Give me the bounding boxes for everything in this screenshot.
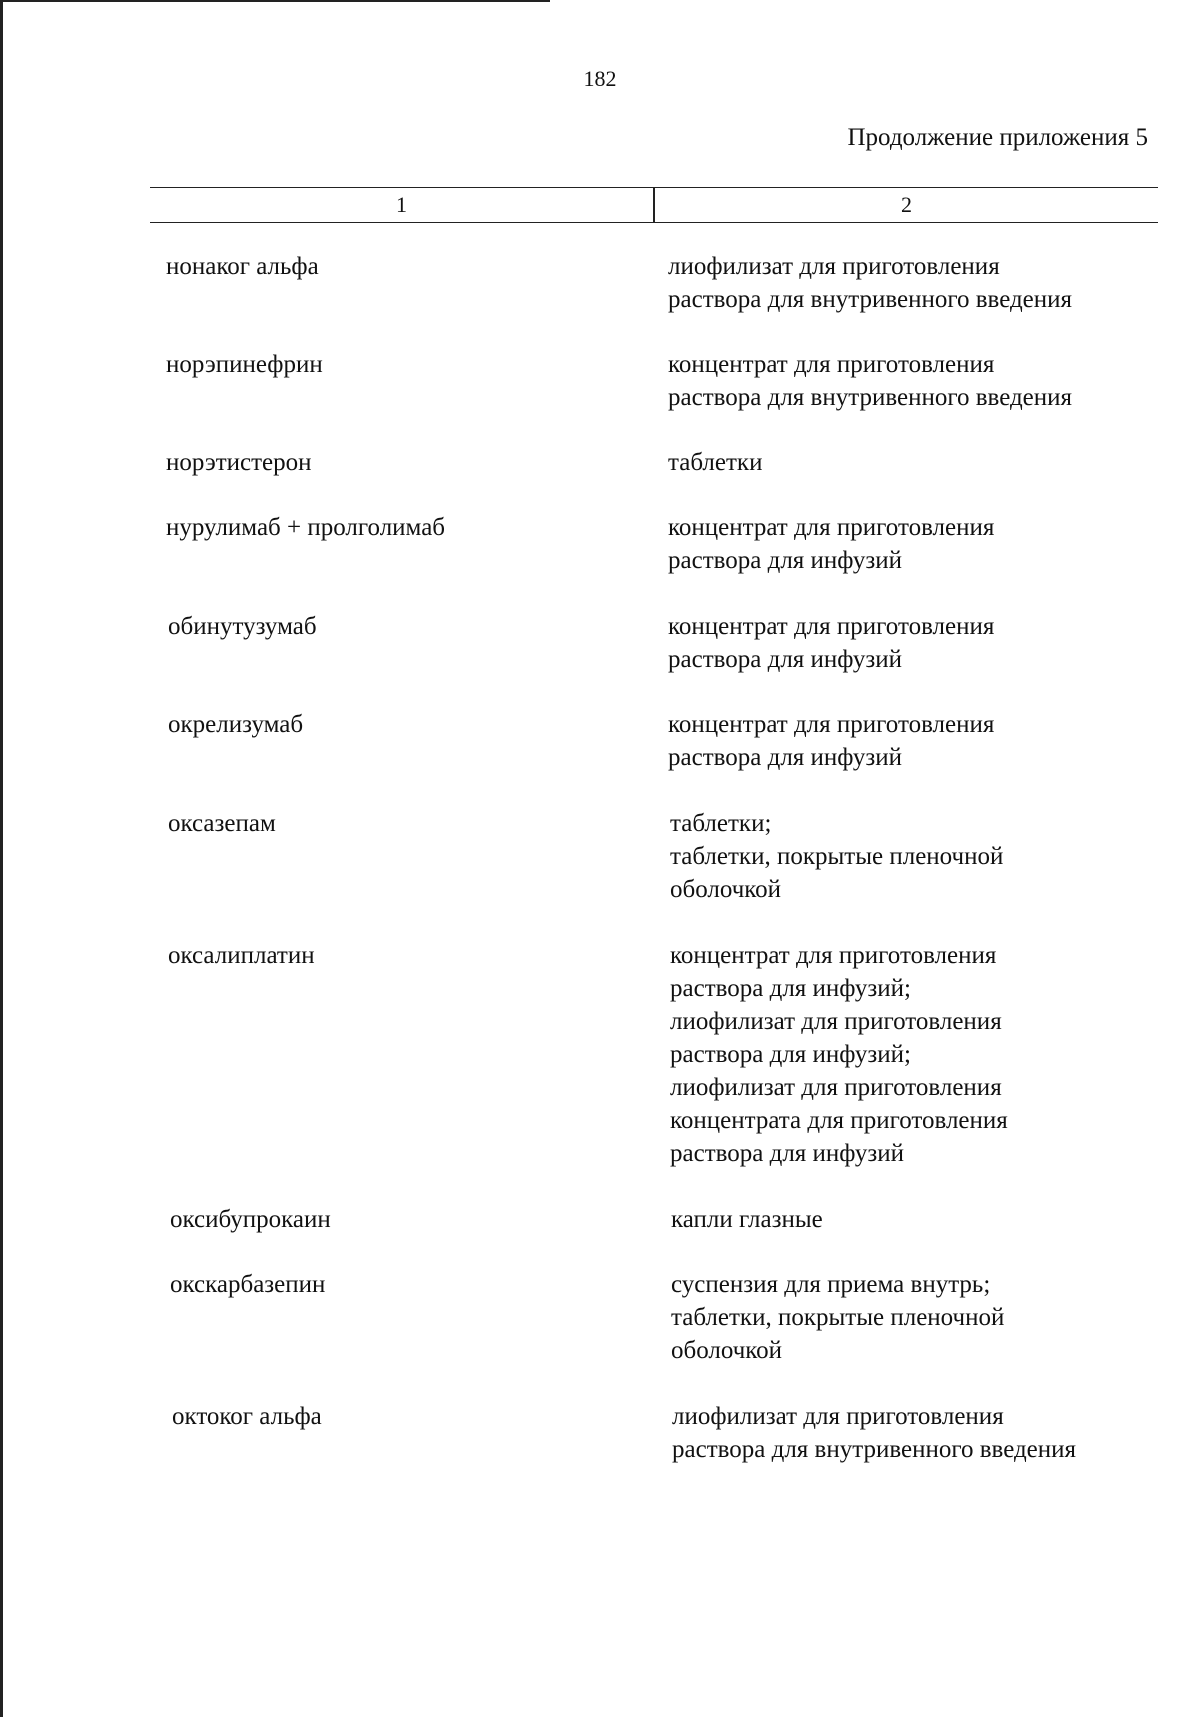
drug-name: нурулимаб + пролголимаб	[166, 514, 446, 541]
dosage-form: лиофилизат для приготовления раствора для внутривенного введения	[672, 1403, 1077, 1463]
drug-name: октоког альфа	[172, 1403, 322, 1430]
dosage-form: лиофилизат для приготовления раствора для внутривенного введения	[668, 253, 1073, 313]
dosage-form: таблетки; таблетки, покрытые пленочной оболочкой	[670, 810, 1004, 903]
dosage-form: концентрат для приготовления раствора для инфузий	[668, 613, 995, 673]
drug-name: обинутузумаб	[168, 613, 317, 640]
page-number: 182	[583, 66, 617, 91]
drug-name: нонаког альфа	[166, 253, 319, 280]
drug-name: оксалиплатин	[168, 942, 315, 969]
drug-name: оксазепам	[168, 810, 276, 837]
drug-name: окрелизумаб	[168, 711, 304, 738]
dosage-form: концентрат для приготовления раствора для внутривенного введения	[668, 351, 1073, 411]
drug-name: норэпинефрин	[166, 351, 323, 378]
drug-name: оксибупрокаин	[170, 1206, 331, 1233]
dosage-form: суспензия для приема внутрь; таблетки, покрытые пленочной оболочкой	[671, 1271, 1005, 1364]
dosage-form: концентрат для приготовления раствора для инфузий; лиофилизат для приготовления раствора для инфузий; лиофилизат для приготовления концентрата для приготовления раствора для инфузий	[670, 942, 1008, 1167]
dosage-form: капли глазные	[671, 1206, 823, 1233]
drug-name: норэтистерон	[166, 449, 312, 476]
scan-edge-top	[0, 0, 550, 2]
table-header	[150, 187, 1158, 223]
column-header-1: 1	[396, 192, 407, 217]
dosage-form: таблетки	[668, 449, 763, 476]
drug-name: окскарбазепин	[170, 1271, 326, 1298]
column-header-2: 2	[901, 192, 912, 217]
appendix-heading: Продолжение приложения 5	[847, 124, 1148, 151]
dosage-form: концентрат для приготовления раствора для инфузий	[668, 711, 995, 771]
scan-edge-left	[0, 0, 3, 1717]
dosage-form: концентрат для приготовления раствора для инфузий	[668, 514, 995, 574]
